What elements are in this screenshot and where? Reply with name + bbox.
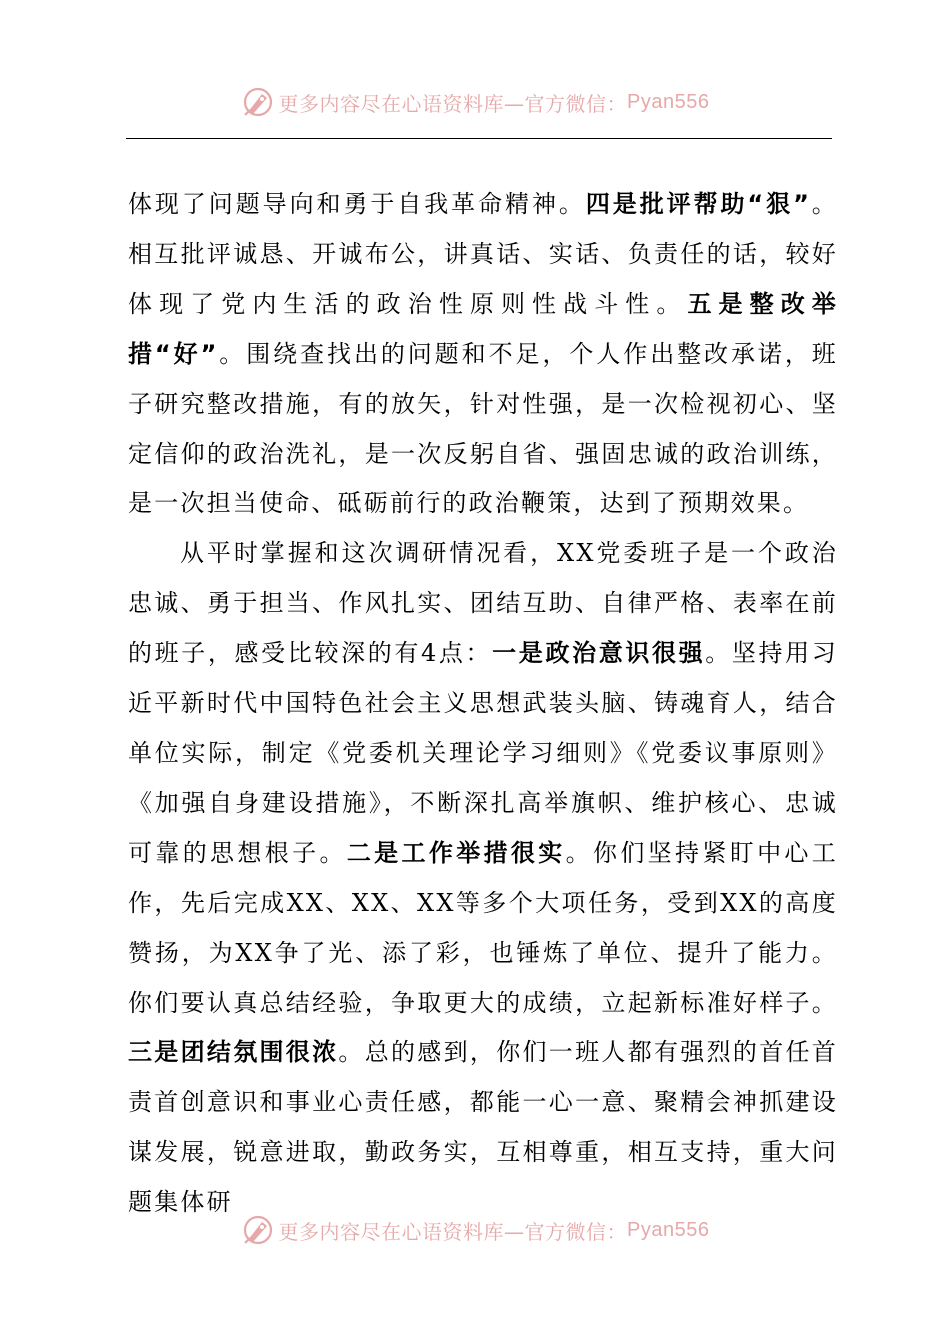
- bold-heading: 三是团结氛围很浓: [128, 1038, 339, 1067]
- header-watermark: [0, 82, 950, 122]
- text-run: 。围绕查找出的问题和不足，个人作出整改承诺，班子研究整改措施，有的放矢，针对性强，是一次检视初心、坚定信仰的政治洗礼，是一次反躬自省、强固忠诚的政治训练，是一次担当使命、砥砺前行的政治鞭策，达到了预期效果。: [128, 339, 838, 518]
- document-body: [128, 180, 838, 1228]
- bold-heading: 二是工作举措很实: [346, 838, 566, 867]
- pen-nib-logo-icon: [241, 1213, 275, 1247]
- text-run: 体现了问题导向和勇于自我革命精神。: [128, 190, 586, 218]
- watermark-id: Pyan556: [627, 1218, 710, 1241]
- bold-heading: 一是政治意识很强: [492, 639, 706, 668]
- header-divider: [126, 138, 832, 139]
- text-run: 从平时掌握和这次调研情况看，XX党委班子是一个政治忠诚、勇于担当、作风扎实、团结互助、自律严格、表率在前的班子，感受比较深的有4点：: [128, 539, 838, 668]
- bold-heading: 四是批评帮助“狠”: [585, 190, 812, 218]
- text-run: 。坚持用习近平新时代中国特色社会主义思想武装头脑、铸魂育人，结合单位实际，制定《党委机关理论学习细则》《党委议事原则》《加强自身建设措施》，不断深扎高举旗帜、维护核心、忠诚可靠的思想根子。: [128, 639, 839, 867]
- watermark-text: 更多内容尽在心语资料库—官方微信：: [278, 91, 628, 116]
- bold-heading: 五是整改举措“好”: [128, 289, 838, 368]
- pen-nib-logo-icon: [241, 85, 275, 119]
- text-run: 。你们坚持紧盯中心工作，先后完成XX、XX、XX等多个大项任务，受到XX的高度赞扬，为XX争了光、添了彩，也锤炼了单位、提升了能力。你们要认真总结经验，争取更大的成绩，立起新标准好样子。: [128, 838, 838, 1017]
- watermark-id: Pyan556: [627, 90, 710, 113]
- text-run: 。相互批评诚恳、开诚布公，讲真话、实话、负责任的话，较好体现了党内生活的政治性原则性战斗性。: [128, 190, 838, 318]
- footer-watermark: [0, 1210, 950, 1250]
- text-run: 。总的感到，你们一班人都有强烈的首任首责首创意识和事业心责任感，都能一心一意、聚精会神抓建设谋发展，锐意进取，勤政务实，互相尊重，相互支持，重大问题集体研: [128, 1038, 838, 1217]
- paragraph: [128, 180, 838, 529]
- paragraph: [128, 529, 838, 1228]
- watermark-text: 更多内容尽在心语资料库—官方微信：: [278, 1219, 628, 1244]
